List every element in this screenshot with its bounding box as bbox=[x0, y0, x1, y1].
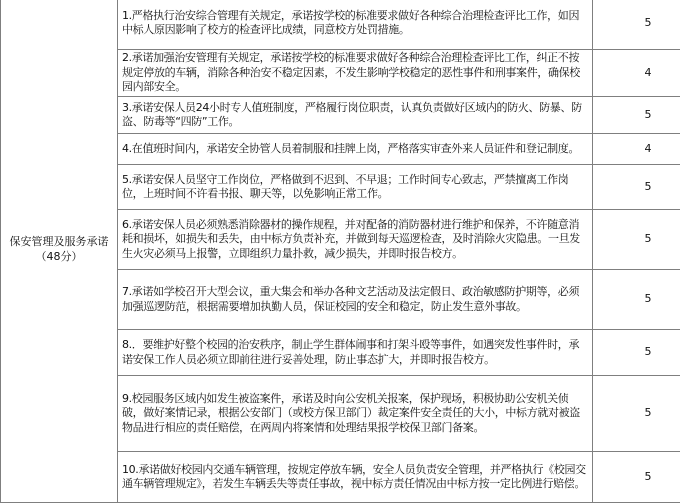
requirement-cell: 8.．要维护好整个校园的治安秩序，制止学生群体闹事和打架斗殴等事件，如遇突发性事件时，承诺安保工作人员必须立即前往进行妥善处理，防止事态扩大，并即时报告校方。 bbox=[118, 330, 593, 376]
score-cell: 5 bbox=[593, 210, 680, 270]
score-cell: 5 bbox=[593, 0, 680, 50]
score-cell: 4 bbox=[593, 50, 680, 97]
requirement-cell: 6.承诺安保人员必须熟悉消除器材的操作规程，并对配备的消防器材进行维护和保养，不许随意消耗和损坏，如损失和丢失，由中标方负责补充，并做到每天巡逻检查，及时消除火灾隐患。一旦发生火灾必须马上报警，立即组织力量扑救，减少损失，并即时报告校方。 bbox=[118, 210, 593, 270]
requirement-cell: 9.校园服务区域内如发生被盗案件，承诺及时向公安机关报案，保护现场，积极协助公安机关侦破，做好案情记录，根据公安部门（或校方保卫部门）裁定案件安全责任的大小，中标方就对被盗物品进行相应的责任赔偿，在两周内将案情和处理结果报学校保卫部门备案。 bbox=[118, 376, 593, 452]
requirement-cell: 2.承诺加强治安管理有关规定，承诺按学校的标准要求做好各种综合治理检查评比工作，纠正不按规定停放的车辆，消除各种治安不稳定因素，不发生影响学校稳定的恶性事件和刑事案件，确保校园内部安全。 bbox=[118, 50, 593, 97]
requirement-cell: 5.承诺安保人员坚守工作岗位，严格做到不迟到、不早退；工作时间专心致志，严禁擅离工作岗位，上班时间不许看书报、聊天等，以免影响正常工作。 bbox=[118, 165, 593, 210]
score-cell: 5 bbox=[593, 452, 680, 503]
requirement-cell: 3.承诺安保人员24小时专人值班制度，严格履行岗位职责，认真负责做好区域内的防火、防暴、防盗、防毒等“四防”工作。 bbox=[118, 97, 593, 134]
score-cell: 5 bbox=[593, 270, 680, 330]
score-cell: 5 bbox=[593, 330, 680, 376]
table-row bbox=[1, 0, 680, 50]
score-cell: 5 bbox=[593, 376, 680, 452]
category-cell: 保安管理及服务承诺（48分） bbox=[1, 0, 118, 503]
score-cell: 4 bbox=[593, 134, 680, 165]
requirement-cell: 1.严格执行治安综合管理有关规定，承诺按学校的标准要求做好各种综合治理检查评比工作，如因中标人原因影响了校方的检查评比成绩，同意校方处罚措施。 bbox=[118, 0, 593, 50]
score-cell: 5 bbox=[593, 97, 680, 134]
requirement-cell: 10.承诺做好校园内交通车辆管理，按规定停放车辆，安全人员负责安全管理，并严格执行《校园交通车辆管理规定》，若发生车辆丢失等责任事故，视中标方责任情况由中标方按一定比例进行赔偿。 bbox=[118, 452, 593, 503]
score-cell: 5 bbox=[593, 165, 680, 210]
requirement-cell: 7.承诺如学校召开大型会议，重大集会和举办各种文艺活动及法定假日、政治敏感防护期等，必须加强巡逻防范，根据需要增加执勤人员，保证校园的安全和稳定，防止发生意外事故。 bbox=[118, 270, 593, 330]
requirement-cell: 4.在值班时间内，承诺安全协管人员着制服和挂牌上岗，严格落实审查外来人员证件和登记制度。 bbox=[118, 134, 593, 165]
